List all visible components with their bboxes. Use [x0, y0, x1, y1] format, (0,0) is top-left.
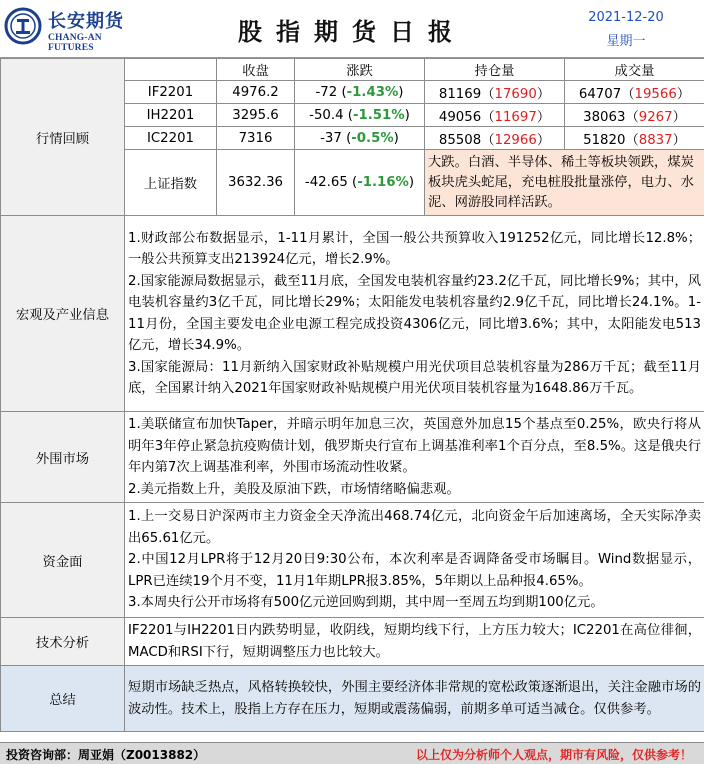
vol-value: 38063	[583, 109, 626, 125]
index-comment: 大跌。白酒、半导体、稀土等板块领跌，煤炭板块虎头蛇尾，充电桩股批量涨停，电力、水泥、网游股同样活跃。	[425, 150, 704, 216]
technical-row	[1, 618, 704, 666]
section-label-market: 行情回顾	[1, 59, 125, 216]
oi-change: 17690	[494, 86, 537, 102]
close-value: 4976.2	[217, 81, 295, 104]
section-label-capital: 资金面	[1, 503, 125, 618]
contract-name: IF2201	[125, 81, 217, 104]
oi-value: 49056	[438, 109, 482, 125]
vol-change: 8837	[638, 132, 673, 148]
close-value: 3295.6	[217, 104, 295, 127]
report-table	[0, 58, 704, 732]
vol-cell: 64707（19566）	[565, 81, 704, 104]
section-label-macro: 宏观及产业信息	[1, 216, 125, 412]
section-label-summary: 总结	[1, 666, 125, 732]
index-change-pct: -1.16%	[357, 175, 409, 190]
col-header-close: 收盘	[217, 59, 295, 81]
oi-change: 12966	[494, 132, 537, 148]
logo-chinese-name: 长安期货	[48, 11, 124, 32]
section-label-technical: 技术分析	[1, 618, 125, 666]
contract-name: IH2201	[125, 104, 217, 127]
report-footer	[0, 742, 704, 764]
vol-change: 9267	[638, 109, 673, 125]
vol-cell: 51820（8837）	[565, 127, 704, 150]
capital-text: 1.上一交易日沪深两市主力资金全天净流出468.74亿元，北向资金午后加速离场，全天实际净卖出65.61亿元。 2.中国12月LPR将于12月20日9:30公布，本次利率是否调降备受市场瞩目。Wind数据显示，LPR已连续19个月不变，11月1年期LPR报3.85%，5年期以上品种报4.65%。 3.本周央行公开市场将有500亿元逆回购到期，其中周一至周五均到期100亿元。	[125, 503, 704, 618]
disclaimer: 以上仅为分析师个人观点，期市有风险，仅供参考！	[415, 748, 692, 762]
index-name: 上证指数	[125, 150, 217, 216]
change-cell: -72 (-1.43%)	[295, 81, 425, 104]
report-weekday: 星期一	[606, 34, 646, 49]
analyst-credit: 投资咨询部：周亚娟（Z0013882）	[6, 748, 206, 762]
vol-cell: 38063（9267）	[565, 104, 704, 127]
change-cell: -50.4 (-1.51%)	[295, 104, 425, 127]
change-value: -50.4	[309, 107, 344, 123]
oi-value: 81169	[438, 86, 482, 102]
index-change: -42.65	[304, 175, 348, 190]
col-header-open-interest: 持仓量	[425, 59, 565, 81]
change-pct: -1.51%	[352, 107, 405, 123]
oi-cell: 49056（11697）	[425, 104, 565, 127]
index-close: 3632.36	[217, 150, 295, 216]
col-header-change: 涨跌	[295, 59, 425, 81]
col-header-volume: 成交量	[565, 59, 704, 81]
report-header	[0, 0, 704, 58]
overseas-text: 1.美联储宣布加快Taper，并暗示明年加息三次，英国意外加息15个基点至0.25%，欧央行将从明年3年停止紧急抗疫购债计划，俄罗斯央行宣布上调基准利率1个百分点，至8.5%。这是俄央行年内第7次上调基准利率，外围市场流动性收紧。 2.美元指数上升，美股及原油下跌，市场情绪略偏悲观。	[125, 412, 704, 503]
index-change-cell: -42.65 (-1.16%)	[295, 150, 425, 216]
oi-change: 11697	[494, 109, 537, 125]
oi-value: 85508	[438, 132, 482, 148]
logo-english-name: CHANG-AN FUTURES	[48, 33, 102, 53]
technical-text: IF2201与IH2201日内跌势明显，收阴线，短期均线下行，上方压力较大；IC2201在高位徘徊，MACD和RSI下行，短期调整压力也比较大。	[125, 618, 704, 666]
vol-value: 51820	[583, 132, 626, 148]
market-header-row	[1, 59, 704, 81]
report-title: 股指期货日报	[238, 18, 466, 46]
macro-row	[1, 216, 704, 412]
oi-cell: 85508（12966）	[425, 127, 565, 150]
oi-cell: 81169（17690）	[425, 81, 565, 104]
section-label-overseas: 外围市场	[1, 412, 125, 503]
change-pct: -1.43%	[346, 84, 399, 100]
vol-value: 64707	[578, 86, 622, 102]
capital-row	[1, 503, 704, 618]
macro-text: 1.财政部公布数据显示，1-11月累计，全国一般公共预算收入191252亿元，同比增长12.8%；一般公共预算支出213924亿元，增长2.9%。 2.国家能源局数据显示，截至11月底，全国发电装机容量约23.2亿千瓦，同比增长9%；其中，风电装机容量约3亿千瓦，同比增长29%；太阳能发电装机容量约2.9亿千瓦，同比增长24.1%。1-11月份，全国主要发电企业电源工程完成投资4306亿元，同比增3.6%；其中，太阳能发电513亿元，增长34.9%。 3.国家能源局：11月新纳入国家财政补贴规模户用光伏项目总装机容量为286万千瓦；截至11月底，全国累计纳入2021年国家财政补贴规模户用光伏项目装机容量为1648.86万千瓦。	[125, 216, 704, 412]
summary-text: 短期市场缺乏热点，风格转换较快，外围主要经济体非常规的宽松政策逐渐退出，关注金融市场的波动性。技术上，股指上方存在压力，短期或震荡偏弱，前期多单可适当减仓。仅供参考。	[125, 666, 704, 732]
change-value: -72	[315, 84, 338, 100]
vol-change: 19566	[634, 86, 677, 102]
change-value: -37	[320, 130, 342, 146]
contract-name: IC2201	[125, 127, 217, 150]
report-date: 2021-12-20	[588, 10, 664, 25]
close-value: 7316	[217, 127, 295, 150]
change-pct: -0.5%	[351, 130, 394, 146]
summary-row	[1, 666, 704, 732]
change-cell: -37 (-0.5%)	[295, 127, 425, 150]
overseas-row	[1, 412, 704, 503]
